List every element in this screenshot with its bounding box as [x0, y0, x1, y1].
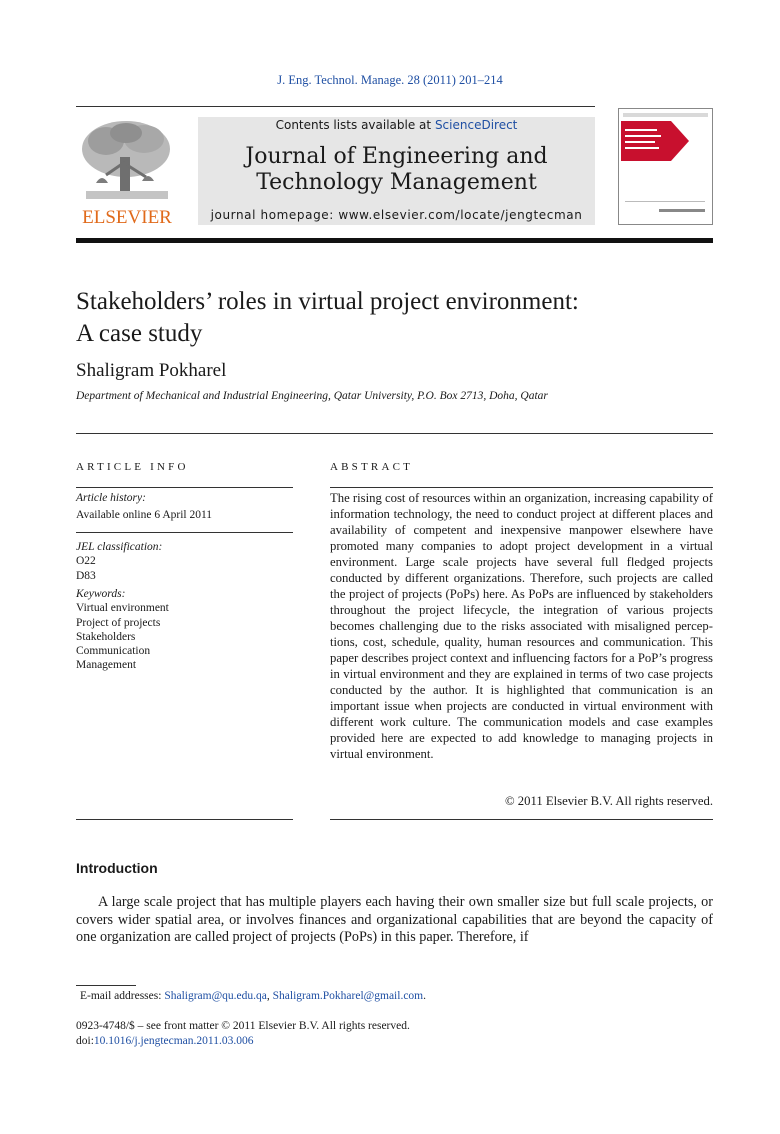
- author-affiliation: Department of Mechanical and Industrial Engineering, Qatar University, P.O. Box 2713, Doha, Qatar: [76, 390, 548, 402]
- journal-title-line2: Technology Management: [256, 170, 537, 195]
- introduction-paragraph: A large scale project that has multiple players each having their own smaller size but full scale projects, or covers wider spatial area, or involves finances and organizational capabilities that are beyond the capacity of one organization are called project of projects (PoPs) in this paper. Therefore, if: [76, 894, 713, 945]
- journal-citation[interactable]: J. Eng. Technol. Manage. 28 (2011) 201–214: [277, 73, 503, 87]
- journal-title-line1: Journal of Engineering and: [245, 144, 548, 169]
- keywords-label: Keywords:: [76, 588, 126, 600]
- email-link[interactable]: Shaligram@qu.edu.qa: [164, 990, 267, 1002]
- elsevier-tree-icon: [76, 117, 178, 229]
- keywords-block: [76, 587, 293, 673]
- elsevier-logo: [76, 117, 178, 229]
- section-rule: [76, 433, 713, 434]
- introduction-heading: Introduction: [76, 860, 158, 876]
- email-footnote: [76, 989, 713, 1004]
- front-matter-note: 0923-4748/$ – see front matter © 2011 Elsevier B.V. All rights reserved.: [76, 1020, 410, 1032]
- sciencedirect-link[interactable]: ScienceDirect: [434, 118, 518, 132]
- keyword-item[interactable]: Management: [76, 659, 137, 672]
- keyword-item[interactable]: Virtual environment: [76, 602, 169, 615]
- email-label: E-mail addresses:: [80, 990, 165, 1002]
- contents-prefix: Contents lists available at: [275, 118, 435, 132]
- journal-homepage: [198, 208, 595, 222]
- jel-code: O22: [76, 555, 96, 568]
- article-title: [76, 286, 716, 350]
- cover-image-icon: [619, 109, 712, 224]
- keyword-item[interactable]: Stakeholders: [76, 630, 136, 643]
- keyword-item[interactable]: Project of projects: [76, 616, 161, 629]
- header-thick-rule: [76, 238, 713, 243]
- jel-label: JEL classification:: [76, 541, 163, 553]
- email-link[interactable]: Shaligram.Pokharel@gmail.com: [272, 990, 424, 1002]
- journal-banner: [198, 117, 595, 225]
- homepage-label: journal homepage:: [210, 208, 339, 222]
- doi-label: doi:: [76, 1035, 94, 1047]
- journal-title: [198, 144, 595, 196]
- article-title-line1: Stakeholders’ roles in virtual project environment:: [76, 288, 579, 315]
- article-info-rule: [76, 532, 293, 533]
- abstract-heading: ABSTRACT: [330, 461, 414, 473]
- author-name[interactable]: Shaligram Pokharel: [76, 360, 227, 381]
- header-top-rule: [76, 106, 595, 107]
- email-separator: ,: [266, 990, 273, 1002]
- article-info-bottom-rule: [76, 819, 293, 820]
- homepage-link[interactable]: www.elsevier.com/locate/jengtecman: [338, 208, 583, 222]
- abstract-rule: [330, 487, 713, 488]
- article-history: [76, 491, 293, 523]
- jel-classification: [76, 540, 293, 583]
- doi-line: [76, 1034, 713, 1049]
- journal-cover-thumbnail[interactable]: [618, 108, 713, 225]
- jel-code: D83: [76, 569, 96, 582]
- elsevier-wordmark: ELSEVIER: [82, 207, 172, 228]
- article-info-heading: ARTICLE INFO: [76, 461, 189, 473]
- abstract-text: The rising cost of resources within an organization, increasing capability of information technology, the need to conduct project at different places and availability of competent and inexpensive manpower elsewhere have promoted many companies to adopt project development in a virtual environment. Large scale projects have several full fledged projects conducted by different organizations. Therefore, such projects are called the project of projects (PoPs) here. As PoPs are influenced by stakeholders throughout the project lifecycle, the integration of various projects becomes challenging due to the risks associated with misaligned perceptions, cost, schedule, quality, human resources and communication. This paper describes project context and influencing factors for a PoP’s progress in virtual environment and they are explained in terms of two case projects conducted by the author. It is highlighted that communication is an important issue when projects are conducted in virtual environment with different work culture. The communication models and case examples provided here are expected to add knowledge to managing projects in virtual environment.: [330, 491, 713, 761]
- email-end: .: [423, 990, 426, 1002]
- article-title-line2: A case study: [76, 320, 203, 347]
- history-value: Available online 6 April 2011: [76, 509, 213, 522]
- doi-link[interactable]: 10.1016/j.jengtecman.2011.03.006: [93, 1035, 254, 1047]
- abstract-bottom-rule: [330, 819, 713, 820]
- keyword-item[interactable]: Communication: [76, 645, 151, 658]
- abstract-copyright: © 2011 Elsevier B.V. All rights reserved.: [504, 794, 713, 808]
- footnote-rule: [76, 985, 136, 986]
- article-info-rule: [76, 487, 293, 488]
- contents-line: [198, 117, 595, 132]
- history-label: Article history:: [76, 492, 146, 504]
